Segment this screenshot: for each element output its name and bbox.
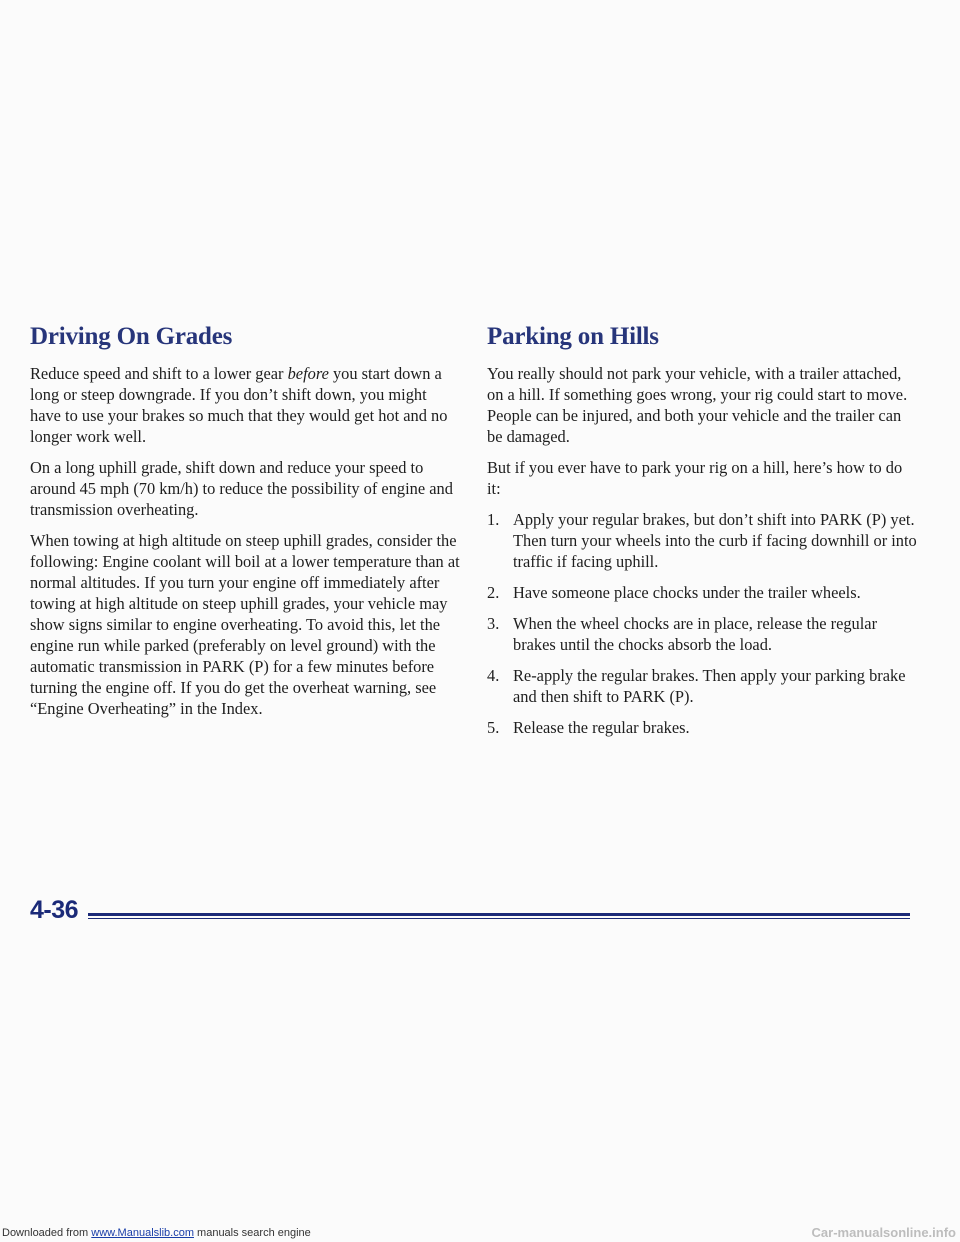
list-item: [487, 613, 917, 655]
step-number: 3.: [487, 614, 500, 633]
paragraph-uphill: On a long uphill grade, shift down and reduce your speed to around 45 mph (70 km/h) to reduce the possibility of engine and transmission overheating.: [30, 458, 453, 519]
paragraph-high-altitude: When towing at high altitude on steep uphill grades, consider the following: Engine coolant will boil at a lower temperature than at normal altitudes. If you turn your engine off immediately after towing at high altitude on steep uphill grades, your vehicle may show signs similar to engine overheating. To avoid this, let the engine run while parked (preferably on level ground) with the automatic transmission in PARK (P) for a few minutes before turning the engine off. If you do get the overheat warning, see “Engine Overheating” in the Index.: [30, 531, 460, 718]
download-suffix: manuals search engine: [193, 1227, 311, 1239]
paragraph-parking-intro: But if you ever have to park your rig on a hill, here’s how to do it:: [487, 458, 903, 498]
footer-rule-thin: [88, 918, 910, 919]
list-item: [487, 582, 917, 603]
download-banner: [0, 1227, 960, 1242]
step-number: 1.: [487, 510, 500, 529]
step-text: Have someone place chocks under the trailer wheels.: [513, 583, 861, 602]
watermark-text: Car-manualsonline.info: [811, 1225, 956, 1240]
list-item: [487, 717, 917, 738]
section-heading-parking-on-hills: Parking on Hills: [487, 323, 659, 350]
step-number: 5.: [487, 718, 500, 737]
paragraph-downgrade-end: you start down a long or steep downgrade. If you don’t shift down, you might have to use your brakes so much that they would get hot and no longer work well.: [30, 364, 448, 446]
download-prefix: Downloaded from: [2, 1227, 92, 1239]
list-item: [487, 509, 917, 572]
step-text: When the wheel chocks are in place, release the regular brakes until the chocks absorb the load.: [513, 614, 878, 654]
page-footer: [30, 896, 910, 936]
left-column: [30, 323, 460, 729]
step-number: 2.: [487, 583, 500, 602]
list-item: [487, 665, 917, 707]
parking-steps-list: [487, 509, 917, 738]
manualslib-link[interactable]: www.Manualslib.com: [91, 1227, 194, 1239]
paragraph-parking-warning: You really should not park your vehicle, with a trailer attached, on a hill. If something goes wrong, your rig could start to move. People can be injured, and both your vehicle and the trailer can be damaged.: [487, 364, 908, 446]
step-text: Release the regular brakes.: [513, 718, 690, 737]
paragraph-downgrade-start: Reduce speed and shift to a lower gear: [30, 364, 288, 383]
step-text: Apply your regular brakes, but don’t shift into PARK (P) yet. Then turn your wheels into the curb if facing downhill or into traffic if facing uphill.: [513, 510, 917, 571]
page-number: 4-36: [30, 896, 79, 924]
footer-rule: [88, 913, 910, 916]
emphasis-before: before: [287, 364, 329, 383]
paragraph-downgrade: [30, 363, 460, 447]
right-column: [487, 323, 917, 748]
download-source: [2, 1227, 311, 1239]
step-number: 4.: [487, 666, 500, 685]
step-text: Re-apply the regular brakes. Then apply your parking brake and then shift to PARK (P).: [513, 666, 906, 706]
section-heading-driving-on-grades: Driving On Grades: [30, 323, 233, 350]
